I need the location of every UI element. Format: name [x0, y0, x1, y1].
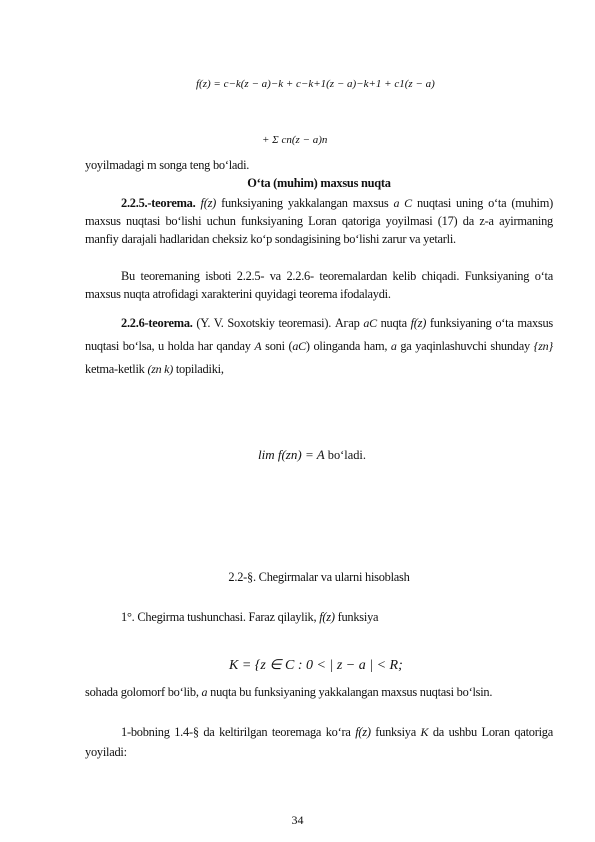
subsection-title [85, 568, 553, 586]
theorem-226-text-a: (Y. V. Soxotskiy teoremasi). Агар [196, 316, 360, 330]
paragraph-last [85, 722, 553, 762]
proof-text: Bu teoremaning isboti 2.2.5- va 2.2.6- teoremalardan kelib chiqadi. Funksiyaning o‘ta maxsus nuqta atrofidagi xarakterini quyidagi teorema ifodalaydi. [85, 269, 553, 301]
formula-limit-after: bo‘ladi. [327, 448, 366, 462]
item1-text-b: funksiya [337, 610, 379, 624]
formula-sum [262, 134, 327, 146]
theorem-226-text-b: nuqta [380, 316, 407, 330]
item1-text: Chegirma tushunchasi. Faraz qilaylik, [137, 610, 317, 624]
theorem-226-a-upper: A [254, 339, 262, 353]
theorem-226-text-h: topiladiki, [175, 362, 224, 376]
theorem-225-text-b: nuqtasi uning o‘ta (muhim) maxsus nuqtasi bo‘lishi uchun funksiyaning Loran qatoriga yoyilmasi (17) da z-a ayirmaning manfiy darajali hadlaridan cheksiz ko‘p sondagisining bo‘lishi zarur va yetarli. [85, 196, 553, 246]
sohada-text-a: sohada golomorf bo‘lib, [85, 685, 199, 699]
formula-domain-k-text: K = {z ∈ C : 0 < | z − a | < R; [229, 658, 403, 673]
theorem-226-zn: {zn} [533, 339, 553, 353]
theorem-225-text-a: funksiyaning yakkalangan maxsus [221, 196, 389, 210]
section-title [85, 174, 553, 192]
theorem-225-a-in-c: a C [393, 196, 412, 210]
formula-laurent-top [196, 78, 435, 90]
theorem-225-label: 2.2.5.-teorema. [121, 196, 196, 210]
theorem-226-text-e: ) olinganda ham, [305, 339, 388, 353]
theorem-226-text-c: funksiyaning o‘ta maxsus nuqtasi bo‘lsa, u holda har qanday [85, 316, 553, 353]
last-text-b: funksiya [375, 725, 416, 739]
section-title-text: O‘ta (muhim) maxsus nuqta [247, 176, 391, 190]
item1-fz: f(z) [319, 610, 335, 624]
theorem-226-text-g: ketma-ketlik [85, 362, 145, 376]
theorem-226-text-d: soni ( [265, 339, 293, 353]
formula-limit: lim f(zn) = A [258, 447, 325, 462]
theorem-226-fz: f(z) [410, 316, 427, 330]
sohada-a-var: a [201, 685, 208, 699]
formula-laurent-text: f(z) = c−k(z − a)−k + c−k+1(z − a)−k+1 + c1(z − a) [196, 78, 435, 90]
subsection-title-text: 2.2-§. Chegirmalar va ularni hisoblash [228, 570, 410, 584]
last-text-a: 1-bobning 1.4-§ da keltirilgan teoremaga ko‘ra [121, 725, 351, 739]
formula-sum-text: + Σ cn(z − a)n [262, 134, 328, 146]
last-k: K [420, 725, 429, 739]
formula-domain-k [229, 657, 403, 674]
theorem-225 [85, 194, 553, 248]
theorem-226-znk: (zn k) [147, 362, 173, 376]
paragraph-proof [85, 267, 553, 303]
theorem-226-a-lower: a [390, 339, 397, 353]
paragraph-line1 [85, 156, 553, 174]
theorem-225-fz: f(z) [200, 196, 217, 210]
last-text-c: da ushbu Loran qatoriga yoyiladi: [85, 725, 553, 759]
theorem-226 [85, 312, 553, 381]
last-fz: f(z) [355, 725, 371, 739]
theorem-226-ac: aC [363, 316, 377, 330]
sohada-text-b: nuqta bu funksiyaning yakkalangan maxsus nuqtasi bo‘lsin. [210, 685, 493, 699]
theorem-226-ac2: aC [292, 339, 306, 353]
item1-label: 1°. [121, 610, 135, 624]
line1-text: yoyilmadagi m songa teng bo‘ladi. [85, 158, 250, 172]
page-number-text: 34 [291, 813, 304, 827]
paragraph-sohada [85, 682, 553, 702]
formula-limit-line [258, 447, 366, 463]
page-number [0, 813, 595, 828]
theorem-226-text-f: ga yaqinlashuvchi shunday [400, 339, 530, 353]
item1-paragraph [85, 608, 553, 626]
theorem-226-label: 2.2.6-teorema. [121, 316, 193, 330]
